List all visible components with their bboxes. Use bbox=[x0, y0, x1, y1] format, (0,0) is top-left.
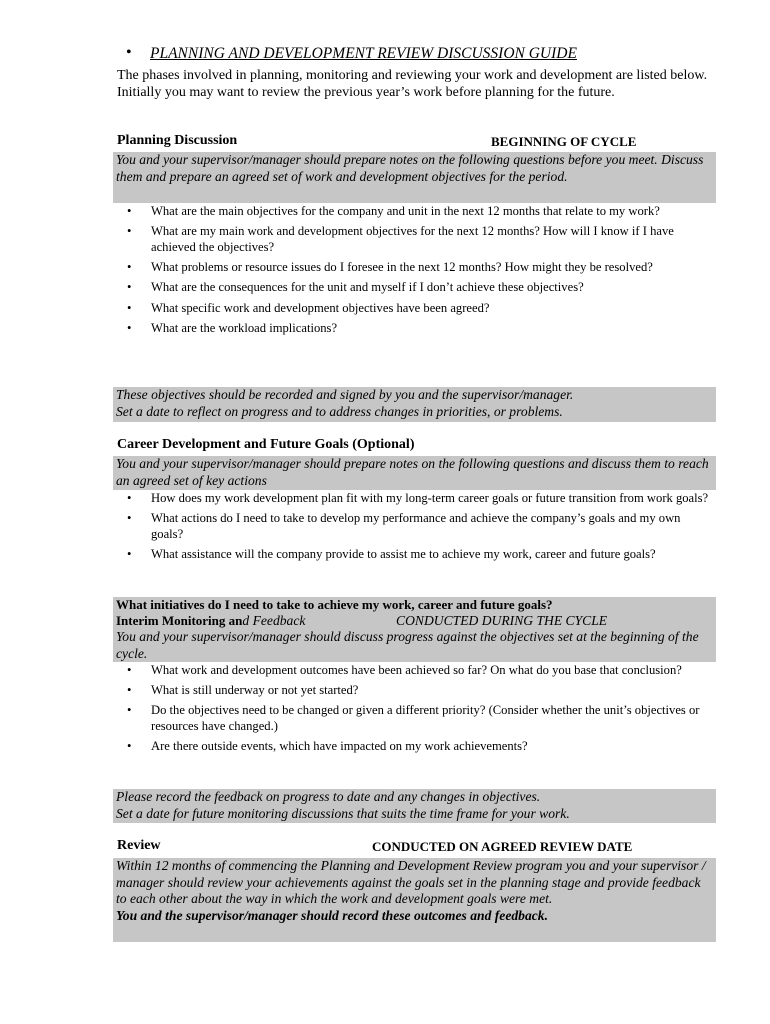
interim-footer-line1: Please record the feedback on progress to date and any changes in objectives. bbox=[116, 789, 541, 804]
planning-footer-box bbox=[113, 387, 716, 422]
planning-footer-line1: These objectives should be recorded and signed by you and the supervisor/manager. bbox=[116, 387, 574, 402]
review-closing: You and the supervisor/manager should record these outcomes and feedback. bbox=[116, 907, 548, 923]
list-item: • What is still underway or not yet started? bbox=[127, 683, 359, 698]
career-heading: Career Development and Future Goals (Optional) bbox=[117, 437, 415, 452]
bullet-icon: • bbox=[127, 491, 132, 505]
review-note: Within 12 months of commencing the Planning and Development Review program you and your supervisor / manager should review your achievements against the goals set in the planning stage and provide feedback to each other about the way in which the work and development goals were met. bbox=[116, 858, 706, 906]
interim-heading: Interim Monitoring an bbox=[116, 613, 243, 628]
planning-note-box bbox=[113, 152, 716, 203]
list-item: • What are the workload implications? bbox=[127, 320, 338, 335]
list-item: • What work and development outcomes have been achieved so far? On what do you base that conclusion? bbox=[127, 663, 682, 677]
interim-heading-italic: d Feedback bbox=[242, 613, 306, 628]
review-heading: Review bbox=[117, 838, 161, 853]
bullet-icon: • bbox=[127, 703, 132, 718]
planning-questions bbox=[127, 204, 712, 341]
planning-phase: BEGINNING OF CYCLE bbox=[491, 134, 637, 149]
bullet-icon: • bbox=[127, 663, 132, 677]
career-note-box bbox=[113, 456, 716, 490]
career-note: You and your supervisor/manager should prepare notes on the following questions and discuss them to reach an agreed set of key actions bbox=[116, 456, 709, 488]
career-questions bbox=[127, 491, 712, 567]
list-item: • What are my main work and development objectives for the next 12 months? How will I know if I have achieved the objectives? bbox=[127, 224, 674, 254]
interim-footer-line2: Set a date for future monitoring discussions that suits the time frame for your work. bbox=[116, 805, 570, 821]
interim-heading-row bbox=[113, 613, 716, 629]
bullet-icon: • bbox=[127, 739, 132, 754]
bullet-icon: • bbox=[127, 683, 132, 698]
review-box bbox=[113, 858, 716, 942]
page-title: PLANNING AND DEVELOPMENT REVIEW DISCUSSION GUIDE bbox=[150, 45, 577, 62]
bullet-icon: • bbox=[127, 204, 132, 218]
list-item: • Are there outside events, which have impacted on my work achievements? bbox=[127, 739, 528, 754]
bullet-icon: • bbox=[127, 320, 132, 335]
title-bullet-icon: • bbox=[126, 44, 132, 61]
intro-paragraph: The phases involved in planning, monitoring and reviewing your work and development are listed below. Initially you may want to review the previous year’s work before planning for the future. bbox=[117, 68, 708, 100]
list-item: • What are the consequences for the unit and myself if I don’t achieve these objectives? bbox=[127, 280, 584, 295]
bullet-icon: • bbox=[127, 224, 132, 239]
bullet-icon: • bbox=[127, 511, 132, 526]
bullet-icon: • bbox=[127, 280, 132, 295]
interim-note: You and your supervisor/manager should discuss progress against the objectives set at the beginning of the cycle. bbox=[116, 629, 699, 661]
interim-questions bbox=[127, 663, 712, 760]
list-item: • What are the main objectives for the company and unit in the next 12 months that relate to my work? bbox=[127, 204, 660, 218]
bullet-icon: • bbox=[127, 547, 132, 562]
career-initiatives: What initiatives do I need to take to achieve my work, career and future goals? bbox=[116, 597, 553, 612]
review-phase: CONDUCTED ON AGREED REVIEW DATE bbox=[372, 839, 633, 854]
list-item: • What specific work and development objectives have been agreed? bbox=[127, 300, 490, 315]
list-item: • Do the objectives need to be changed or given a different priority? (Consider whether the unit’s objectives or resources have changed.) bbox=[127, 703, 700, 734]
list-item: • How does my work development plan fit with my long-term career goals or future transition from work goals? bbox=[127, 491, 709, 505]
list-item: • What actions do I need to take to develop my performance and achieve the company’s goals and my own goals? bbox=[127, 511, 681, 541]
list-item: • What assistance will the company provide to assist me to achieve my work, career and future goals? bbox=[127, 547, 656, 562]
planning-footer-line2: Set a date to reflect on progress and to address changes in priorities, or problems. bbox=[116, 403, 563, 419]
interim-box bbox=[113, 597, 716, 662]
interim-footer-box bbox=[113, 789, 716, 823]
bullet-icon: • bbox=[127, 260, 132, 275]
planning-note: You and your supervisor/manager should prepare notes on the following questions before you meet. Discuss them and prepare an agreed set of work and development objectives for the period. bbox=[116, 152, 704, 184]
list-item: • What problems or resource issues do I foresee in the next 12 months? How might they be resolved? bbox=[127, 260, 653, 275]
planning-heading: Planning Discussion bbox=[117, 133, 238, 148]
bullet-icon: • bbox=[127, 300, 132, 315]
interim-phase: CONDUCTED DURING THE CYCLE bbox=[396, 613, 608, 628]
